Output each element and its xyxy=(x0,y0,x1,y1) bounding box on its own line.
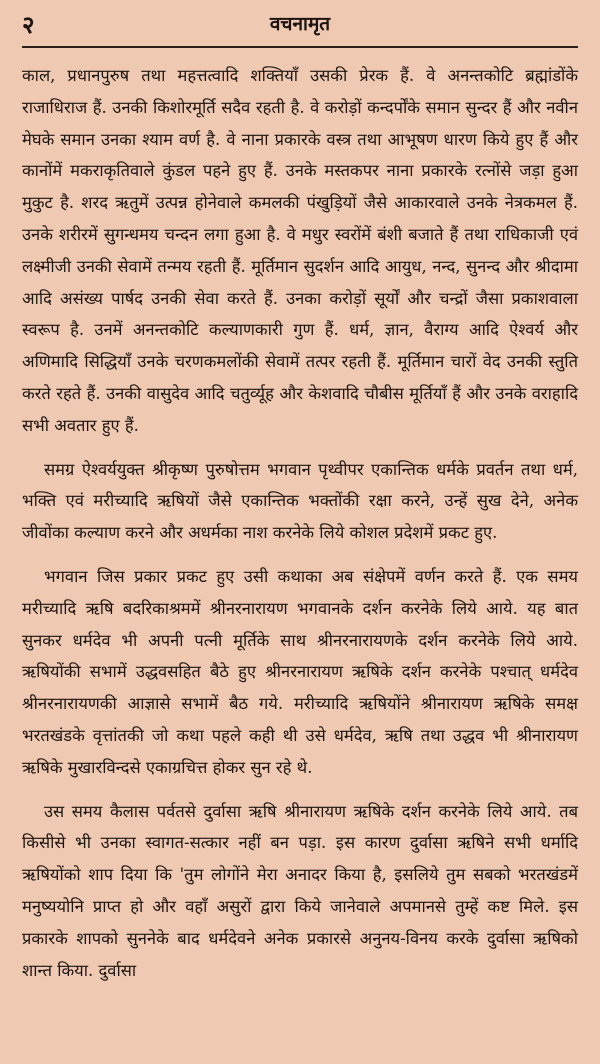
page-header xyxy=(22,6,578,48)
running-title: वचनामृत xyxy=(269,13,331,35)
paragraph-1: काल, प्रधानपुरुष तथा महत्तत्वादि शक्तियाँ उसकी प्रेरक हैं. वे अनन्तकोटि ब्रह्मांडोंके राजाधिराज हैं. उनकी किशोरमूर्ति सदैव रहती है. वे करोड़ों कन्दर्पोंके समान सुन्दर हैं और नवीन मेघके समान उनका श्याम वर्ण है. वे नाना प्रकारके वस्त्र तथा आभूषण धारण किये हुए हैं और कानोंमें मकराकृतिवाले कुंडल पहने हुए हैं. उनके मस्तकपर नाना प्रकारके रत्नोंसे जड़ा हुआ मुकुट है. शरद ऋतुमें उत्पन्न होनेवाले कमलकी पंखुड़ियों जैसे आकारवाले उनके नेत्रकमल हैं. उनके शरीरमें सुगन्धमय चन्दन लगा हुआ है. वे मधुर स्वरोंमें बंशी बजाते हैं तथा राधिकाजी एवं लक्ष्मीजी उनकी सेवामें तन्मय रहती हैं. मूर्तिमान सुदर्शन आदि आयुध, नन्द, सुनन्द और श्रीदामा आदि असंख्य पार्षद उनकी सेवा करते हैं. उनका करोड़ों सूर्यों और चन्द्रों जैसा प्रकाशवाला स्वरूप है. उनमें अनन्तकोटि कल्याणकारी गुण हैं. धर्म, ज्ञान, वैराग्य आदि ऐश्वर्य और अणिमादि सिद्धियाँ उनके चरणकमलोंकी सेवामें तत्पर रहती हैं. मूर्तिमान चारों वेद उनकी स्तुति करते रहते हैं. उनकी वासुदेव आदि चतुर्व्यूह और केशवादि चौबीस मूर्तियाँ हैं और उनके वराहादि सभी अवतार हुए हैं. xyxy=(22,66,578,435)
body-text xyxy=(22,60,578,986)
paragraph-3: भगवान जिस प्रकार प्रकट हुए उसी कथाका अब संक्षेपमें वर्णन करते हैं. एक समय मरीच्यादि ऋषि बदरिकाश्रममें श्रीनरनारायण भगवानके दर्शन करनेके लिये आये. यह बात सुनकर धर्मदेव भी अपनी पत्नी मूर्तिके साथ श्रीनरनारायणके दर्शन करनेके लिये आये. ऋषियोंकी सभामें उद्धवसहित बैठे हुए श्रीनरनारायण ऋषिके दर्शन करनेके पश्चात् धर्मदेव श्रीनरनारायणकी आज्ञासे सभामें बैठ गये. मरीच्यादि ऋषियोंने श्रीनारायण ऋषिके समक्ष भरतखंडके वृत्तांतकी जो कथा पहले कही थी उसे धर्मदेव, ऋषि तथा उद्धव भी श्रीनारायण ऋषिके मुखारविन्दसे एकाग्रचित्त होकर सुन रहे थे. xyxy=(22,566,579,777)
paragraph-4: उस समय कैलास पर्वतसे दुर्वासा ऋषि श्रीनारायण ऋषिके दर्शन करनेके लिये आये. तब किसीसे भी उनका स्वागत-सत्कार नहीं बन पड़ा. इस कारण दुर्वासा ऋषिने सभी धर्मादि ऋषियोंको शाप दिया कि 'तुम लोगोंने मेरा अनादर किया है, इसलिये तुम सबको भरतखंडमें मनुष्ययोनि प्राप्त हो और वहाँ असुरों द्वारा किये जानेवाले अपमानसे तुम्हें कष्ट मिले. इस प्रकारके शापको सुननेके बाद धर्मदेवने अनेक प्रकारसे अनुनय-विनय करके दुर्वासा ऋषिको शान्त किया. दुर्वासा xyxy=(22,801,578,980)
page-number: २ xyxy=(22,10,35,39)
paragraph-2: समग्र ऐश्वर्ययुक्त श्रीकृष्ण पुरुषोत्तम भगवान पृथ्वीपर एकान्तिक धर्मके प्रवर्तन तथा धर्म, भक्ति एवं मरीच्यादि ऋषियों जैसे एकान्तिक भक्तोंकी रक्षा करने, उन्हें सुख देने, अनेक जीवोंका कल्याण करने और अधर्मका नाश करनेके लिये कोशल प्रदेशमें प्रकट हुए. xyxy=(22,459,578,543)
